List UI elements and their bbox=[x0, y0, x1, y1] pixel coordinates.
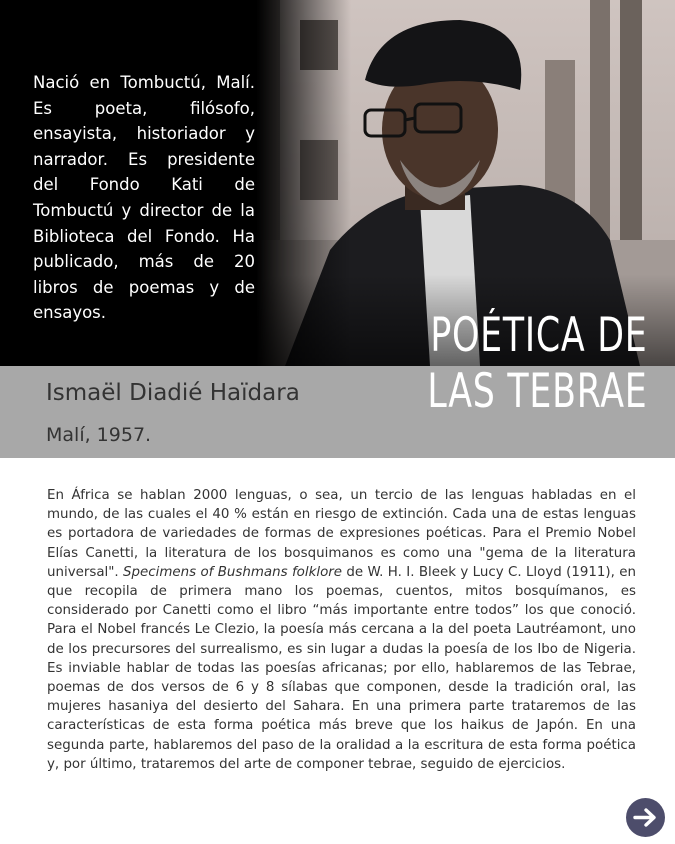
next-page-button[interactable] bbox=[626, 798, 665, 837]
author-name: Ismaël Diadié Haïdara bbox=[46, 380, 300, 406]
author-origin: Malí, 1957. bbox=[46, 424, 152, 446]
page-title-line-2: LAS TEBRAE bbox=[426, 364, 647, 419]
article-body-part-1: En África se hablan 2000 lenguas, o sea, un tercio de las lenguas habladas en el mundo, de las cuales el 40 % están en riesgo de extinción. Cada una de estas lenguas es portadora de variedades de formas de expresiones poéticas. Para el Premio Nobel Elías Canetti, la literatura de los bosquimanos es como una "gema de la literatura universal". bbox=[47, 488, 636, 580]
page-title-line-1: POÉTICA DE bbox=[429, 308, 647, 363]
book-title: Specimens of Bushmans folklore bbox=[123, 564, 343, 580]
article-body-part-2: de W. H. I. Bleek y Lucy C. Lloyd (1911), en que recopila de primera mano los poemas, cuentos, mitos bosquímanos, es considerado por Canetti como el libro “más importante entre todos” los que conoció. Para el Nobel francés Le Clezio, la poesía más cercana a la del poeta Lautréamont, uno de los precursores del surrealismo, es sin lugar a dudas la poesía de los Ibo de Nigeria. Es inviable hablar de todas las poesías africanas; por ello, hablaremos de las Tebrae, poemas de dos versos de 6 y 8 sílabas que componen, desde la tradición oral, las mujeres hasaniya del desierto del Sahara. En una primera parte trataremos de las características de esta forma poética más breve que los haikus de Japón. En una segunda parte, hablaremos del paso de la oralidad a la escritura de esta forma poética y, por último, trataremos del arte de componer tebrae, seguido de ejercicios. bbox=[47, 564, 636, 772]
article-body bbox=[47, 486, 636, 774]
author-bio: Nació en Tombuctú, Malí. Es poeta, filósofo, ensayista, historiador y narrador. Es presidente del Fondo Kati de Tombuctú y director de la Biblioteca del Fondo. Ha publicado, más de 20 libros de poemas y de ensayos. bbox=[33, 73, 255, 323]
arrow-right-circle-icon bbox=[626, 798, 665, 837]
page-title bbox=[427, 308, 647, 420]
